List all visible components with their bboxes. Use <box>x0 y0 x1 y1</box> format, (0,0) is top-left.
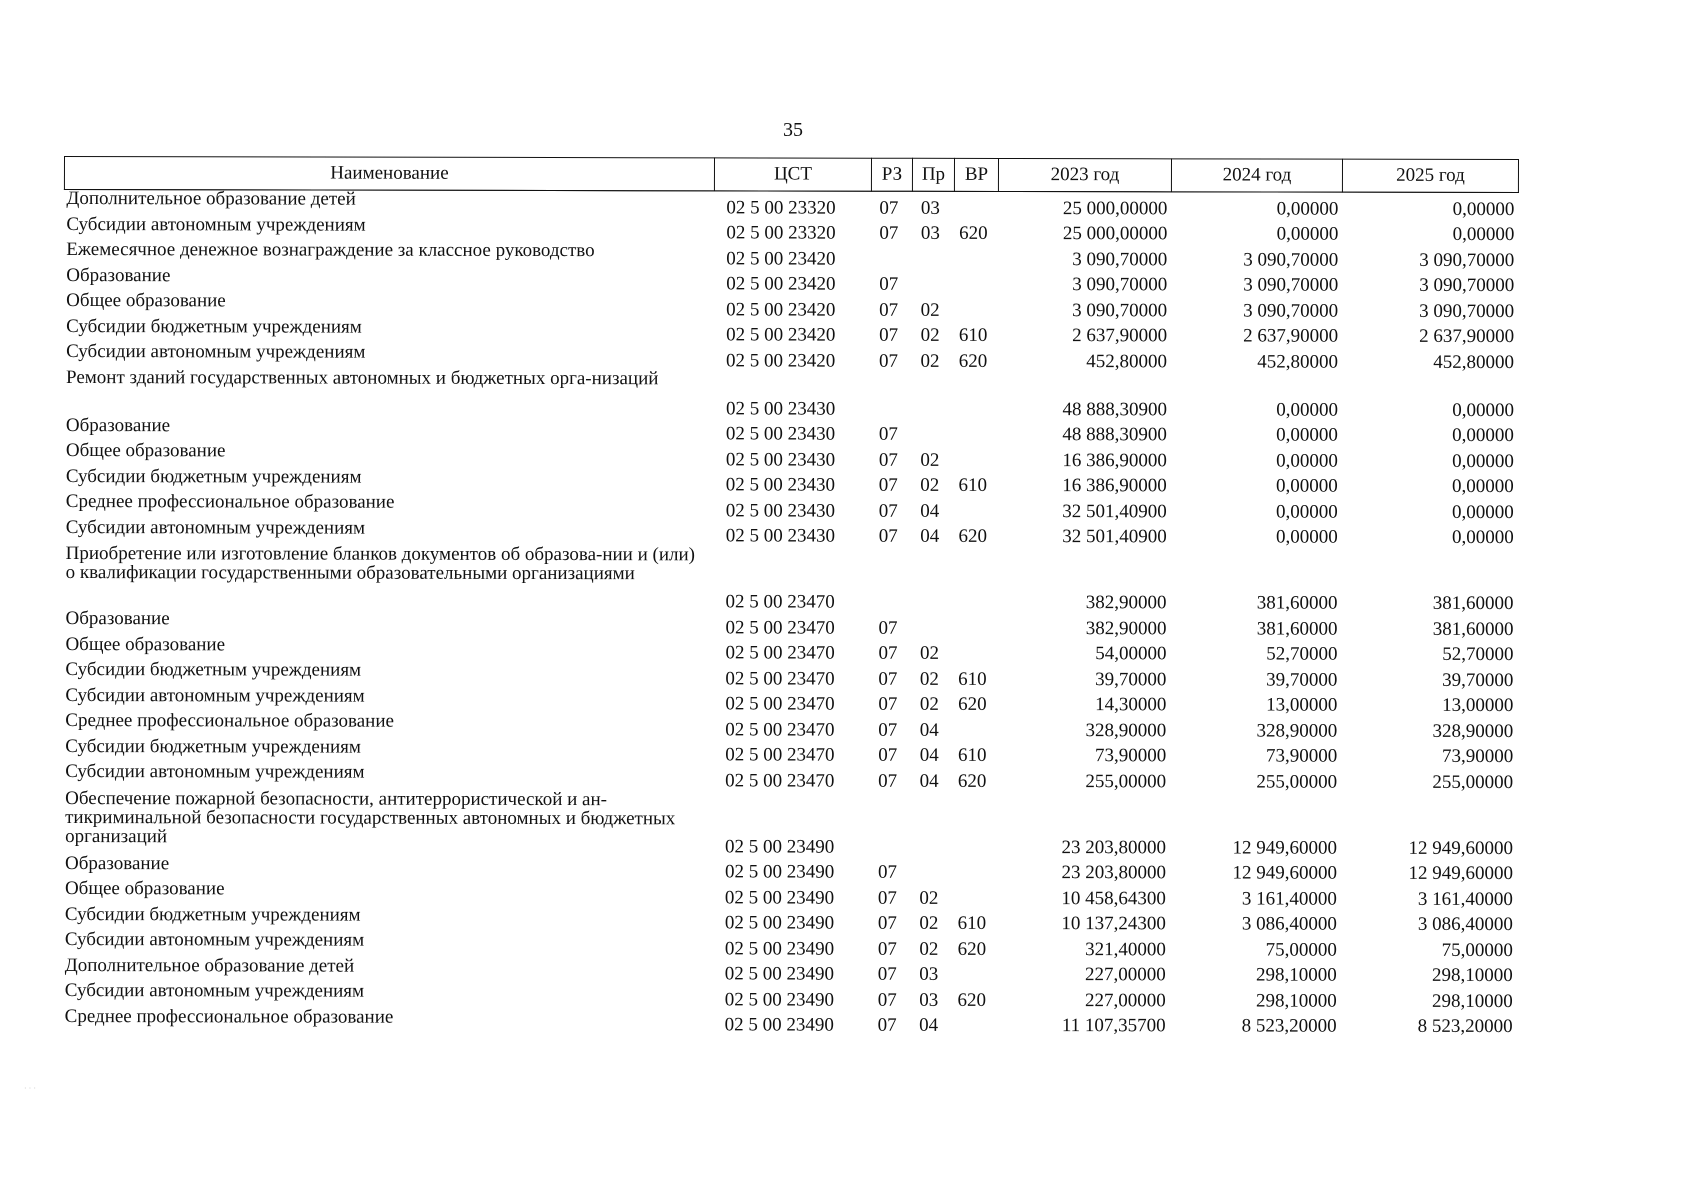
row-2023: 3 090,70000 <box>1072 299 1168 321</box>
row-2024: 75,00000 <box>1265 939 1337 961</box>
row-name: Образование <box>65 414 171 436</box>
row-2024: 39,70000 <box>1266 669 1338 691</box>
row-name: Субсидии автономным учреждениям <box>64 929 365 951</box>
row-2024: 3 090,70000 <box>1243 248 1339 271</box>
row-2024: 452,80000 <box>1257 350 1339 373</box>
row-rz: 07 <box>878 525 898 547</box>
row-2024: 0,00000 <box>1276 223 1339 245</box>
row-2023: 25 000,00000 <box>1062 223 1168 245</box>
row-cst: 02 5 00 23430 <box>725 397 836 420</box>
row-2025: 0,00000 <box>1452 198 1515 220</box>
row-cst: 02 5 00 23470 <box>725 591 835 613</box>
row-cst: 02 5 00 23320 <box>726 196 836 219</box>
row-2025: 8 523,20000 <box>1417 1015 1513 1038</box>
row-2025: 298,10000 <box>1431 990 1513 1012</box>
row-2025: 0,00000 <box>1452 399 1514 421</box>
row-2024: 3 086,40000 <box>1241 913 1337 935</box>
header-rz: РЗ <box>871 158 912 191</box>
row-2024: 255,00000 <box>1256 770 1338 793</box>
row-vr <box>953 790 997 856</box>
row-vr: 610 <box>957 912 987 934</box>
row-2025: 12 949,60000 <box>1408 837 1514 859</box>
row-cst: 02 5 00 23420 <box>726 324 836 346</box>
row-name: Субсидии автономным учреждениям <box>66 341 366 363</box>
row-vr <box>954 191 998 217</box>
row-cst: 02 5 00 23420 <box>726 349 836 372</box>
row-2024: 0,00000 <box>1275 501 1338 523</box>
row-name: Субсидии бюджетным учреждениям <box>65 735 361 758</box>
row-name: Субсидии автономным учреждениям <box>65 684 365 707</box>
row-pr: 04 <box>919 1014 939 1036</box>
row-2023: 3 090,70000 <box>1072 248 1168 270</box>
row-vr <box>953 856 997 882</box>
row-2025: 0,00000 <box>1452 223 1515 246</box>
row-rz: 07 <box>878 617 898 639</box>
row-pr <box>911 790 953 856</box>
row-2025: 381,60000 <box>1432 618 1514 640</box>
row-vr: 620 <box>959 222 988 244</box>
row-rz: 07 <box>877 963 897 985</box>
row-pr: 02 <box>919 693 939 715</box>
row-2023: 452,80000 <box>1086 350 1168 372</box>
row-cst: 02 5 00 23430 <box>725 448 836 471</box>
row-vr <box>954 418 998 444</box>
row-2025: 328,90000 <box>1432 720 1514 742</box>
row-cst: 02 5 00 23490 <box>724 963 835 985</box>
row-name: Субсидии бюджетным учреждениям <box>66 315 362 338</box>
row-2023: 39,70000 <box>1095 668 1167 690</box>
table-row <box>63 763 1517 792</box>
row-2023: 14,30000 <box>1095 694 1167 716</box>
row-2025: 0,00000 <box>1451 501 1514 523</box>
row-vr <box>954 495 998 521</box>
row-pr <box>912 546 954 612</box>
row-2023: 2 637,90000 <box>1072 325 1168 347</box>
table-row <box>64 417 1518 446</box>
row-2025: 52,70000 <box>1442 643 1514 666</box>
row-2025: 3 090,70000 <box>1419 300 1515 322</box>
row-rz: 07 <box>877 861 898 883</box>
row-2023: 10 458,64300 <box>1061 887 1166 909</box>
row-name: Дополнительное образование детей <box>66 188 356 210</box>
row-name: Субсидии бюджетным учреждениям <box>65 659 362 681</box>
header-2023: 2023 год <box>998 158 1171 191</box>
row-vr <box>954 546 998 612</box>
row-pr: 02 <box>919 938 939 960</box>
table-row <box>63 1007 1517 1036</box>
row-cst: 02 5 00 23490 <box>724 988 835 1011</box>
row-pr <box>912 418 954 444</box>
row-cst: 02 5 00 23430 <box>725 499 836 522</box>
row-vr: 610 <box>958 474 988 496</box>
row-rz: 07 <box>879 350 899 372</box>
row-pr: 03 <box>920 197 940 219</box>
row-pr: 04 <box>920 525 940 547</box>
row-cst: 02 5 00 23470 <box>725 616 835 639</box>
row-rz: 07 <box>878 719 898 741</box>
row-2025: 298,10000 <box>1432 964 1513 987</box>
row-rz <box>871 370 912 418</box>
row-name: Субсидии автономным учреждениям <box>65 761 365 783</box>
row-pr: 02 <box>919 887 939 909</box>
row-pr: 02 <box>920 350 940 372</box>
row-2024: 0,00000 <box>1276 424 1338 446</box>
row-2025: 2 637,90000 <box>1419 325 1515 348</box>
row-rz <box>871 243 912 269</box>
row-name: Дополнительное образование детей <box>64 954 355 977</box>
row-2024: 0,00000 <box>1276 450 1338 472</box>
row-2023: 32 501,40900 <box>1062 500 1167 522</box>
row-2023: 73,90000 <box>1094 745 1167 767</box>
row-name: Общее образование <box>64 878 225 900</box>
row-cst: 02 5 00 23490 <box>724 912 835 934</box>
row-2024: 3 161,40000 <box>1241 887 1337 910</box>
row-pr <box>912 370 954 418</box>
row-2024: 3 090,70000 <box>1243 299 1339 322</box>
row-vr <box>954 294 998 320</box>
row-rz: 07 <box>879 299 899 321</box>
row-vr <box>954 444 998 470</box>
row-2023: 11 107,35700 <box>1061 1015 1166 1037</box>
row-rz <box>870 790 911 856</box>
row-2023: 16 386,90000 <box>1062 449 1167 471</box>
row-2024: 12 949,60000 <box>1232 836 1338 859</box>
row-rz: 07 <box>878 423 898 445</box>
row-vr: 620 <box>957 938 987 960</box>
row-2024: 2 637,90000 <box>1243 325 1339 347</box>
row-2023: 382,90000 <box>1085 592 1167 614</box>
row-2023: 23 203,80000 <box>1061 836 1167 858</box>
row-vr: 620 <box>957 989 987 1011</box>
row-2025: 75,00000 <box>1441 939 1513 961</box>
row-2025: 3 090,70000 <box>1419 274 1515 297</box>
row-2025: 3 090,70000 <box>1419 249 1515 271</box>
row-cst: 02 5 00 23470 <box>725 718 835 741</box>
row-pr: 04 <box>919 744 939 766</box>
header-row <box>64 157 1518 193</box>
row-2024: 0,00000 <box>1275 526 1338 548</box>
row-cst: 02 5 00 23470 <box>725 693 835 715</box>
table-body <box>63 190 1519 1037</box>
row-cst: 02 5 00 23420 <box>726 247 836 270</box>
row-pr: 02 <box>920 324 940 346</box>
row-pr: 02 <box>919 642 939 664</box>
row-cst: 02 5 00 23430 <box>725 525 835 547</box>
row-rz: 07 <box>878 449 898 471</box>
row-2025: 452,80000 <box>1433 351 1515 373</box>
row-2024: 13,00000 <box>1266 694 1338 716</box>
row-name: Общее образование <box>66 290 226 312</box>
row-2025: 3 086,40000 <box>1417 913 1513 936</box>
row-cst: 02 5 00 23490 <box>724 1014 834 1036</box>
row-pr: 02 <box>920 474 940 496</box>
row-pr: 02 <box>920 299 940 321</box>
row-cst: 02 5 00 23490 <box>724 937 835 960</box>
row-vr <box>953 637 997 663</box>
row-rz: 07 <box>878 474 898 496</box>
row-vr <box>954 243 998 269</box>
row-vr: 620 <box>957 770 987 792</box>
row-pr <box>911 612 953 638</box>
row-rz: 07 <box>879 273 899 295</box>
row-vr: 610 <box>957 744 987 766</box>
budget-table <box>62 156 1519 1036</box>
row-vr <box>953 612 997 638</box>
table-row <box>63 854 1517 883</box>
row-name: Субсидии автономным учреждениям <box>64 980 365 1002</box>
row-rz: 07 <box>878 668 898 690</box>
row-pr: 02 <box>920 449 940 471</box>
header-name: Наименование <box>64 157 714 191</box>
row-vr: 610 <box>958 668 987 690</box>
row-name: Общее образование <box>65 440 226 462</box>
row-2023: 48 888,30900 <box>1062 398 1167 420</box>
row-name: Субсидии бюджетным учреждениям <box>64 903 361 926</box>
table-row <box>64 267 1518 296</box>
row-name: Среднее профессиональное образование <box>65 710 394 732</box>
row-2023: 23 203,80000 <box>1061 862 1167 884</box>
row-vr: 620 <box>958 693 987 715</box>
table-row <box>63 610 1517 639</box>
row-vr <box>954 268 998 294</box>
row-2024: 12 949,60000 <box>1232 862 1338 884</box>
row-name: Среднее профессиональное образование <box>64 1005 394 1028</box>
row-name: Субсидии автономным учреждениям <box>65 516 366 539</box>
row-cst: 02 5 00 23470 <box>725 769 835 792</box>
row-name: Образование <box>64 852 170 874</box>
scan-artifact: · · · <box>24 1084 36 1093</box>
row-rz: 07 <box>879 324 899 346</box>
row-vr: 610 <box>958 324 988 346</box>
row-pr: 03 <box>919 963 939 985</box>
row-rz: 07 <box>879 197 899 219</box>
row-pr <box>911 856 953 882</box>
row-2025: 0,00000 <box>1451 526 1514 549</box>
table-row <box>64 369 1518 420</box>
row-pr <box>912 268 954 294</box>
table-row <box>64 544 1518 613</box>
row-rz: 07 <box>877 912 897 934</box>
row-rz: 07 <box>877 887 897 909</box>
row-rz <box>871 546 912 612</box>
row-2025: 381,60000 <box>1432 592 1514 615</box>
row-2023: 227,00000 <box>1085 964 1166 986</box>
row-2023: 10 137,24300 <box>1061 913 1166 935</box>
row-cst: 02 5 00 23470 <box>725 642 835 664</box>
row-2024: 8 523,20000 <box>1241 1015 1337 1037</box>
row-rz: 07 <box>878 642 898 664</box>
row-cst: 02 5 00 23430 <box>725 474 836 496</box>
row-pr: 04 <box>919 770 939 792</box>
row-2025: 0,00000 <box>1452 475 1514 498</box>
row-2023: 382,90000 <box>1085 617 1167 639</box>
row-vr <box>953 1009 997 1035</box>
row-2025: 13,00000 <box>1442 694 1514 717</box>
row-pr: 02 <box>919 912 939 934</box>
row-cst: 02 5 00 23470 <box>725 744 835 766</box>
row-rz: 07 <box>879 222 899 244</box>
row-vr <box>954 370 998 418</box>
row-2025: 73,90000 <box>1441 745 1514 768</box>
row-cst: 02 5 00 23490 <box>725 835 835 858</box>
row-cst: 02 5 00 23420 <box>726 298 836 321</box>
row-2023: 48 888,30900 <box>1062 424 1167 446</box>
row-vr <box>953 958 997 984</box>
row-pr: 03 <box>919 989 939 1011</box>
row-cst: 02 5 00 23490 <box>724 886 835 909</box>
row-name: Образование <box>66 264 171 286</box>
row-pr: 03 <box>920 222 940 244</box>
row-vr: 620 <box>958 525 987 547</box>
row-cst: 02 5 00 23430 <box>725 423 836 445</box>
row-pr: 04 <box>919 719 939 741</box>
row-cst: 02 5 00 23320 <box>726 222 836 244</box>
row-rz: 07 <box>878 770 898 792</box>
row-name: Субсидии автономным учреждениям <box>66 213 366 236</box>
header-2024: 2024 год <box>1171 159 1342 192</box>
row-vr <box>953 882 997 908</box>
row-name: Образование <box>65 608 170 630</box>
row-name: Ежемесячное денежное вознаграждение за классное руководство <box>66 239 595 262</box>
header-cst: ЦСТ <box>714 158 871 191</box>
row-2024: 381,60000 <box>1256 592 1338 614</box>
row-2025: 39,70000 <box>1442 669 1514 691</box>
row-2023: 255,00000 <box>1085 770 1167 792</box>
row-name: Среднее профессиональное образование <box>65 491 395 513</box>
row-2024: 298,10000 <box>1255 989 1337 1012</box>
row-rz: 07 <box>878 500 898 522</box>
row-pr <box>912 243 954 269</box>
header-2025: 2025 год <box>1342 159 1518 192</box>
row-2025: 12 949,60000 <box>1408 862 1514 885</box>
row-vr <box>953 714 997 740</box>
row-2023: 328,90000 <box>1085 719 1167 741</box>
row-name: Ремонт зданий государственных автономных и бюджетных орга-низаций <box>66 366 659 389</box>
row-vr: 620 <box>958 350 988 372</box>
row-2023: 321,40000 <box>1085 938 1166 960</box>
row-rz: 07 <box>878 744 898 766</box>
row-name: Общее образование <box>65 633 226 655</box>
row-2024: 381,60000 <box>1256 617 1338 640</box>
header-vr: ВР <box>954 158 998 191</box>
row-2025: 0,00000 <box>1452 424 1514 447</box>
row-pr: 02 <box>919 668 939 690</box>
row-name: Субсидии бюджетным учреждениям <box>65 465 362 488</box>
row-rz: 07 <box>877 989 897 1011</box>
table-row <box>64 241 1518 270</box>
row-2024: 3 090,70000 <box>1243 274 1339 296</box>
table-header <box>64 157 1518 193</box>
row-2024: 52,70000 <box>1266 643 1338 665</box>
row-2024: 298,10000 <box>1256 964 1337 986</box>
row-name: Приобретение или изготовление бланков документов об образова-нии и (или) о квалификации государственными образовательными организациями <box>65 543 696 585</box>
row-2023: 54,00000 <box>1095 643 1167 665</box>
row-pr: 04 <box>920 500 940 522</box>
page-number: 35 <box>783 119 803 141</box>
row-rz: 07 <box>878 693 898 715</box>
row-cst: 02 5 00 23470 <box>725 667 835 690</box>
row-2024: 0,00000 <box>1276 198 1339 220</box>
row-2024: 73,90000 <box>1265 745 1338 767</box>
row-2025: 255,00000 <box>1432 771 1514 793</box>
row-2024: 0,00000 <box>1276 399 1338 421</box>
row-cst: 02 5 00 23490 <box>724 861 835 883</box>
row-2025: 3 161,40000 <box>1417 888 1513 910</box>
row-2024: 0,00000 <box>1276 475 1338 497</box>
row-2023: 227,00000 <box>1084 989 1166 1011</box>
row-2025: 0,00000 <box>1452 450 1514 472</box>
row-rz: 07 <box>877 938 897 960</box>
row-2023: 3 090,70000 <box>1072 274 1168 296</box>
table-row <box>63 788 1517 857</box>
row-2024: 328,90000 <box>1256 719 1338 742</box>
row-cst: 02 5 00 23420 <box>726 273 836 295</box>
row-2023: 32 501,40900 <box>1062 526 1167 548</box>
row-rz: 07 <box>877 1014 897 1036</box>
row-2023: 16 386,90000 <box>1062 475 1167 497</box>
row-name: Обеспечение пожарной безопасности, антитеррористической и ан-тикриминальной безопасности государственных автономных и бюджетных организаций <box>65 787 676 847</box>
row-2023: 25 000,00000 <box>1062 197 1168 219</box>
header-pr: Пр <box>912 158 954 191</box>
